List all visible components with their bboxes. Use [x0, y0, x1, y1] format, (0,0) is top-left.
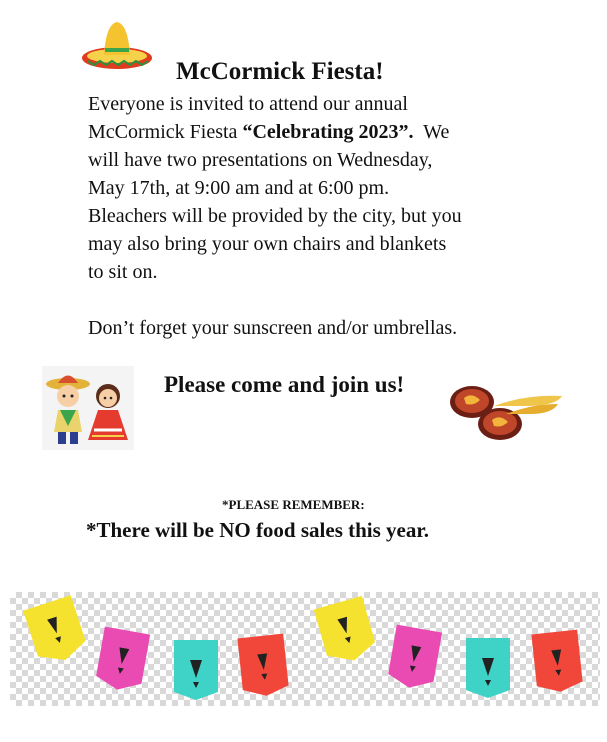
- body-line: may also bring your own chairs and blankets: [88, 233, 447, 255]
- flag-yellow: [314, 596, 379, 667]
- body-text: McCormick Fiesta: [88, 121, 243, 143]
- body-line: Everyone is invited to attend our annual: [88, 93, 408, 115]
- sunscreen-reminder: Don’t forget your sunscreen and/or umbrellas.: [88, 317, 458, 339]
- dancing-children-illustration: [42, 366, 134, 450]
- body-line: May 17th, at 9:00 am and at 6:00 pm.: [88, 177, 390, 199]
- body-line: Bleachers will be provided by the city, but you: [88, 205, 462, 227]
- flag-yellow: [23, 595, 89, 668]
- no-food-sales-notice: *There will be NO food sales this year.: [86, 518, 430, 542]
- body-line: to sit on.: [88, 261, 158, 283]
- flag-teal: [174, 640, 218, 700]
- celebration-theme: “Celebrating 2023”.: [242, 121, 414, 143]
- body-text: We: [413, 121, 450, 143]
- flag-teal: [466, 638, 510, 698]
- tortilla-dishes-illustration: [446, 376, 564, 444]
- sombrero-icon: [80, 18, 154, 74]
- flag-red: [531, 630, 583, 694]
- papel-picado-banner: [10, 592, 600, 706]
- reminder-label: *PLEASE REMEMBER:: [222, 497, 365, 512]
- body-line: [88, 120, 449, 144]
- flag-pink: [94, 627, 150, 694]
- page-title: McCormick Fiesta!: [176, 58, 384, 85]
- flag-red: [237, 634, 289, 698]
- flag-pink: [386, 625, 442, 692]
- body-line: will have two presentations on Wednesday,: [88, 149, 433, 171]
- invitation-text: Please come and join us!: [164, 372, 405, 397]
